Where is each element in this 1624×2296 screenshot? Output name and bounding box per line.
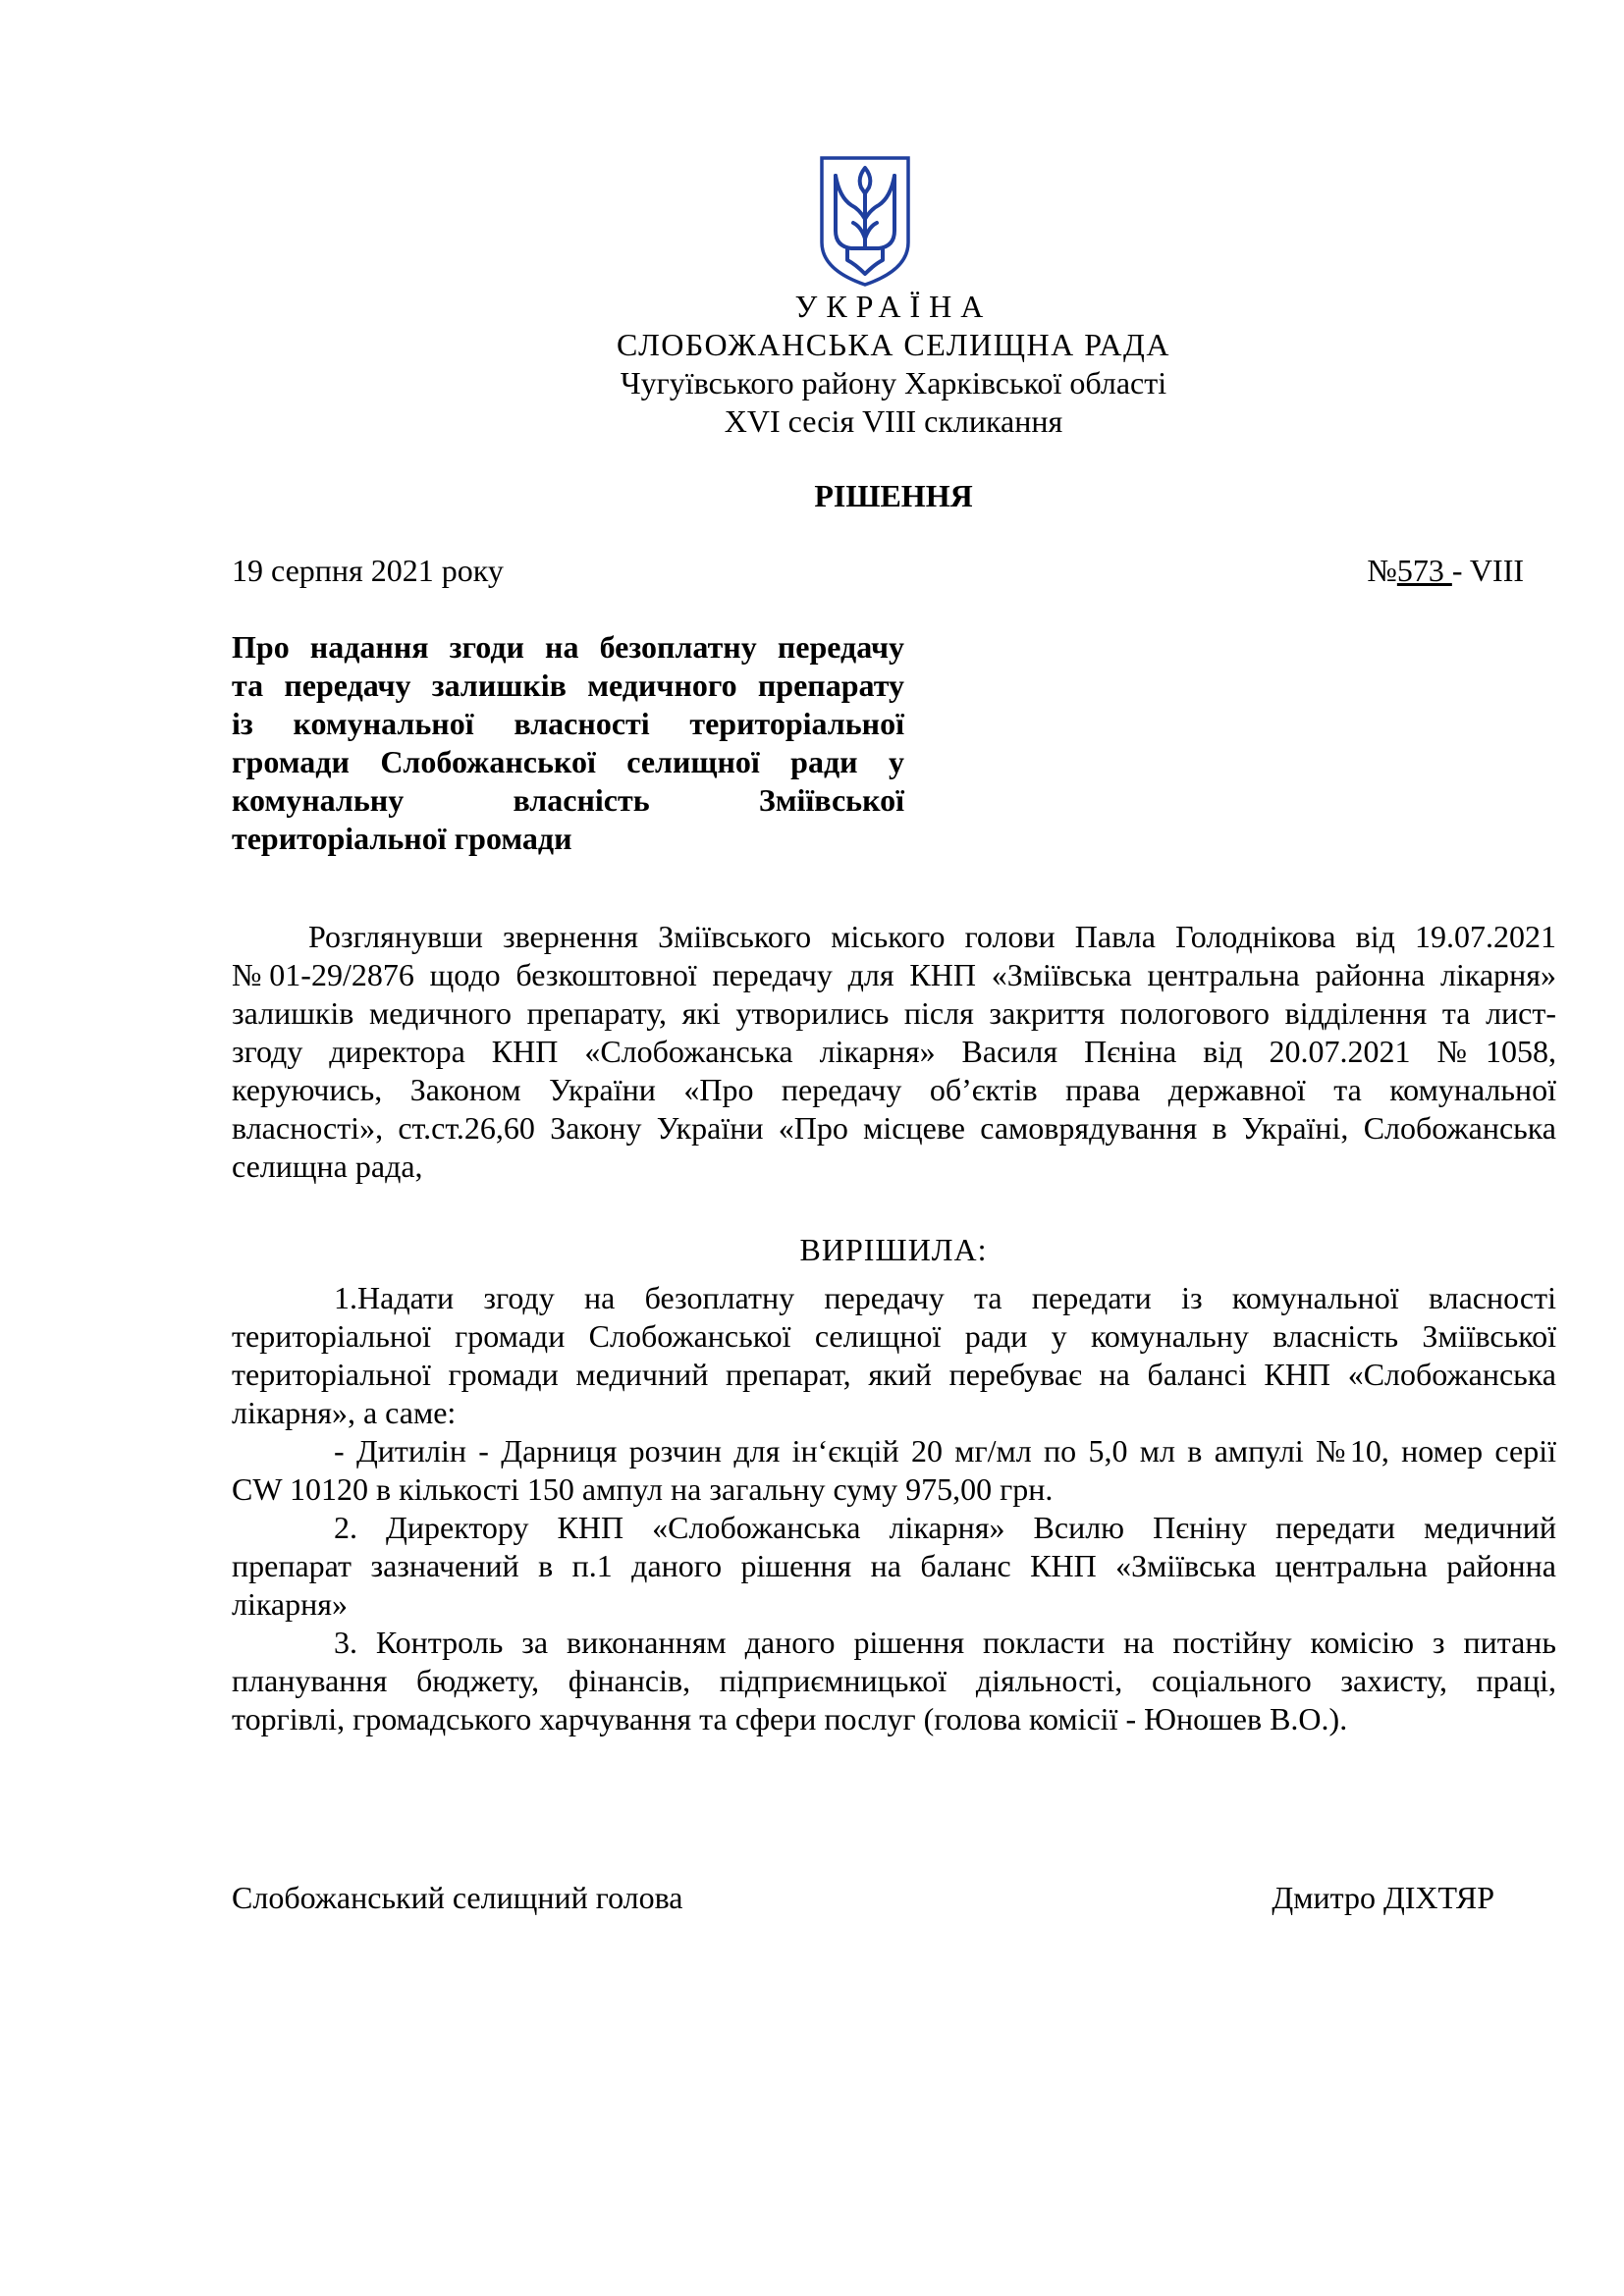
subject-line: комунальну власність Зміївської xyxy=(232,782,904,818)
item-1-line: 1.Надати згоду на безоплатну передачу та передати із комунальної власності xyxy=(334,1280,1556,1315)
preamble-paragraph xyxy=(232,918,1556,1186)
signatory-position: Слобожанський селищний голова xyxy=(232,1880,683,1915)
drug-line: CW 10120 в кількості 150 ампул на загальну суму 975,00 грн. xyxy=(232,1471,1054,1507)
preamble-line: керуючись, Законом України «Про передачу об’єктів права державної та комунальної xyxy=(232,1072,1556,1107)
signatory-name: Дмитро ДІХТЯР xyxy=(1272,1880,1494,1915)
ukraine-trident-icon xyxy=(818,154,912,289)
number-prefix: № xyxy=(1367,553,1397,588)
preamble-line: селищна рада, xyxy=(232,1148,423,1184)
item-2-line: препарат зазначений в п.1 даного рішення на баланс КНП «Зміївська центральна районна xyxy=(232,1548,1556,1583)
country-name: УКРАЇНА xyxy=(794,289,993,324)
preamble-line: №01-29/2876 щодо безкоштовної передачу для КНП «Зміївська центральна районна лікарня» xyxy=(232,957,1556,992)
subject-line: територіальної громади xyxy=(232,821,572,856)
item-3-paragraph xyxy=(232,1624,1556,1738)
subject-line: Про надання згоди на безоплатну передачу xyxy=(232,629,904,665)
resolved-heading: ВИРІШИЛА: xyxy=(799,1232,988,1267)
document-title: РІШЕННЯ xyxy=(814,478,973,513)
preamble-line: згоду директора КНП «Слобожанська лікарня» Василя Пєніна від 20.07.2021 №1058, xyxy=(232,1034,1556,1069)
drug-line: - Дитилін - Дарниця розчин для ін‘єкцій 20 мг/мл по 5,0 мл в ампулі №10, номер серії xyxy=(334,1433,1556,1468)
item-2-line: лікарня» xyxy=(232,1586,348,1622)
item-1-drug-paragraph xyxy=(232,1432,1556,1509)
preamble-line: залишків медичного препарату, які утворились після закриття пологового відділення та лист- xyxy=(232,995,1556,1031)
session-name: XVI сесія VIII скликання xyxy=(724,403,1063,439)
decision-date: 19 серпня 2021 року xyxy=(232,553,504,588)
item-3-line: планування бюджету, фінансів, підприємницької діяльності, соціального захисту, праці, xyxy=(232,1663,1556,1698)
item-2-paragraph xyxy=(232,1509,1556,1624)
preamble-line: власності», ст.ст.26,60 Закону України «Про місцеве самоврядування в Україні, Слобожанська xyxy=(232,1110,1556,1146)
subject-line: із комунальної власності територіальної xyxy=(232,706,904,741)
decision-number xyxy=(1367,552,1524,589)
district-name: Чугуївського району Харківської області xyxy=(620,365,1167,400)
item-3-line: торгівлі, громадського харчування та сфери послуг (голова комісії - Юношев В.О.). xyxy=(232,1701,1348,1736)
item-1-paragraph xyxy=(232,1279,1556,1432)
item-2-line: 2. Директору КНП «Слобожанська лікарня» Всилю Пєніну передати медичний xyxy=(334,1510,1556,1545)
subject-line: громади Слобожанської селищної ради у xyxy=(232,744,904,779)
preamble-line: Розглянувши звернення Зміївського міського голови Павла Голоднікова від 19.07.2021 xyxy=(308,919,1556,954)
number-value: 573 xyxy=(1396,553,1452,588)
council-name: СЛОБОЖАНСЬКА СЕЛИЩНА РАДА xyxy=(617,327,1170,362)
decision-subject xyxy=(232,628,904,858)
item-1-line: територіальної громади медичний препарат, який перебуває на балансі КНП «Слобожанська xyxy=(232,1357,1556,1392)
item-1-line: територіальної громади Слобожанської селищної ради у комунальну власність Зміївської xyxy=(232,1318,1556,1354)
number-suffix: - VIII xyxy=(1451,553,1524,588)
item-3-line: 3. Контроль за виконанням даного рішення покласти на постійну комісію з питань xyxy=(334,1625,1556,1660)
subject-line: та передачу залишків медичного препарату xyxy=(232,667,904,703)
item-1-line: лікарня», а саме: xyxy=(232,1395,457,1430)
